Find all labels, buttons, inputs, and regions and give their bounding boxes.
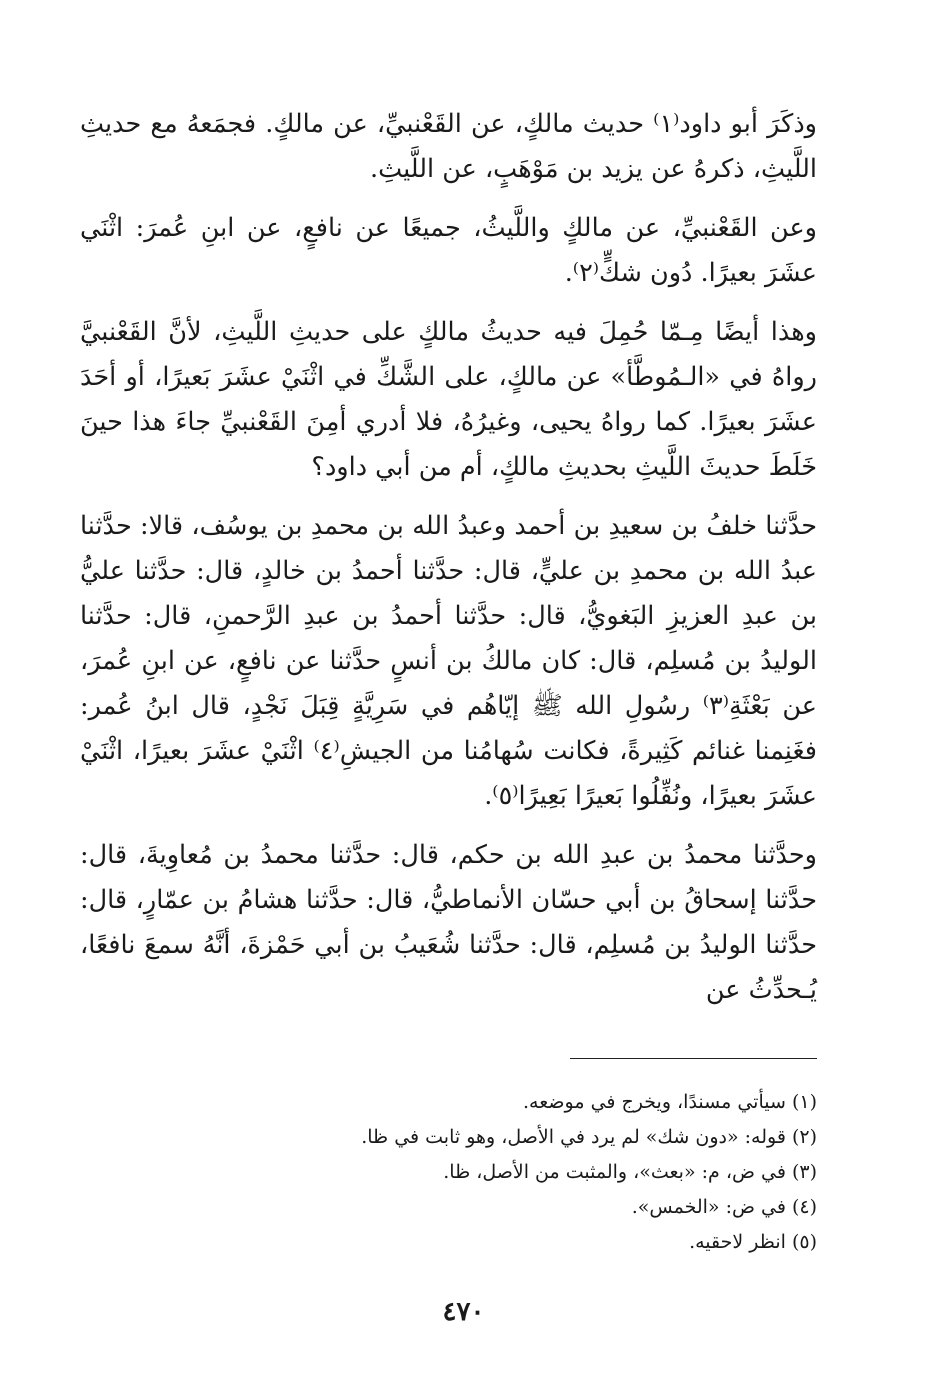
paragraph-2: وعن القَعْنبيِّ، عن مالكٍ واللَّيثُ، جميعًا عن نافعٍ، عن ابنِ عُمرَ: اثْنَي عشَرَ بعيرًا. دُون شكٍّ⁽٢⁾. (80, 213, 817, 288)
footnote-3: (٣) في ض، م: «بعث»، والمثبت من الأصل، ظا. (443, 1161, 817, 1183)
page-content (80, 102, 817, 1027)
footnote-divider (570, 1058, 817, 1059)
page-number: ٤٧٠ (442, 1297, 485, 1327)
paragraph-5: وحدَّثنا محمدُ بن عبدِ الله بن حكم، قال: حدَّثنا محمدُ بن مُعاوِيةَ، قال: حدَّثنا إسحاقُ بن أبي حسّان الأنماطيُّ، قال: حدَّثنا هشامُ بن عمّارٍ، قال: حدَّثنا الوليدُ بن مُسلِم، قال: حدَّثنا شُعَيبُ بن أبي حَمْزةَ، أنَّهُ سمعَ نافعًا، يُـحدِّثُ عن (80, 840, 817, 1005)
footnotes (197, 1085, 817, 1260)
main-text (80, 102, 817, 1013)
paragraph-3: وهذا أيضًا مِـمّا حُمِلَ فيه حديثُ مالكٍ على حديثِ اللَّيثِ، لأنَّ القَعْنبيَّ رواهُ في «الـمُوطَّأ» عن مالكٍ، على الشَّكِّ في اثْنَيْ عشَرَ بَعيرًا، أو أحَدَ عشَرَ بعيرًا. كما رواهُ يحيى، وغيرُهُ، فلا أدري أمِنَ القَعْنبيِّ جاءَ هذا حينَ خَلَطَ حديثَ اللَّيثِ بحديثِ مالكٍ، أم من أبي داود؟ (80, 317, 817, 482)
footnote-5: (٥) انظر لاحقيه. (689, 1231, 817, 1253)
footnote-1: (١) سيأتي مسندًا، ويخرج في موضعه. (523, 1091, 817, 1113)
footnote-4: (٤) في ض: «الخمس». (631, 1196, 817, 1218)
paragraph-4: حدَّثنا خلفُ بن سعيدِ بن أحمد وعبدُ الله بن محمدِ بن يوسُف، قالا: حدَّثنا عبدُ الله بن محمدِ بن عليٍّ، قال: حدَّثنا أحمدُ بن خالدٍ، قال: حدَّثنا عليُّ بن عبدِ العزيزِ البَغويُّ، قال: حدَّثنا أحمدُ بن عبدِ الرَّحمنِ، قال: حدَّثنا الوليدُ بن مُسلِم، قال: كان مالكُ بن أنسٍ حدَّثنا عن نافعٍ، عن ابنِ عُمرَ، عن بَعْثَةِ⁽٣⁾ رسُولِ الله ﷺ إيّاهُم في سَرِيَّةٍ قِبَلَ نَجْدٍ، قال ابنُ عُمر: فغَنِمنا غنائم كَثِيرةً، فكانت سُهامُنا من الجيشِ⁽٤⁾ اثْنَيْ عشَرَ بعيرًا، اثْنَيْ عشَرَ بعيرًا، ونُفِّلُوا بَعيرًا بَعِيرًا⁽٥⁾. (80, 511, 817, 811)
paragraph-1: وذكَرَ أبو داود⁽١⁾ حديث مالكٍ، عن القَعْنبيِّ، عن مالكٍ. فجمَعهُ مع حديثِ اللَّيثِ، ذكرهُ عن يزيد بن مَوْهَبٍ، عن اللَّيثِ. (80, 109, 817, 184)
footnote-2: (٢) قوله: «دون شك» لم يرد في الأصل، وهو ثابت في ظا. (361, 1126, 817, 1148)
